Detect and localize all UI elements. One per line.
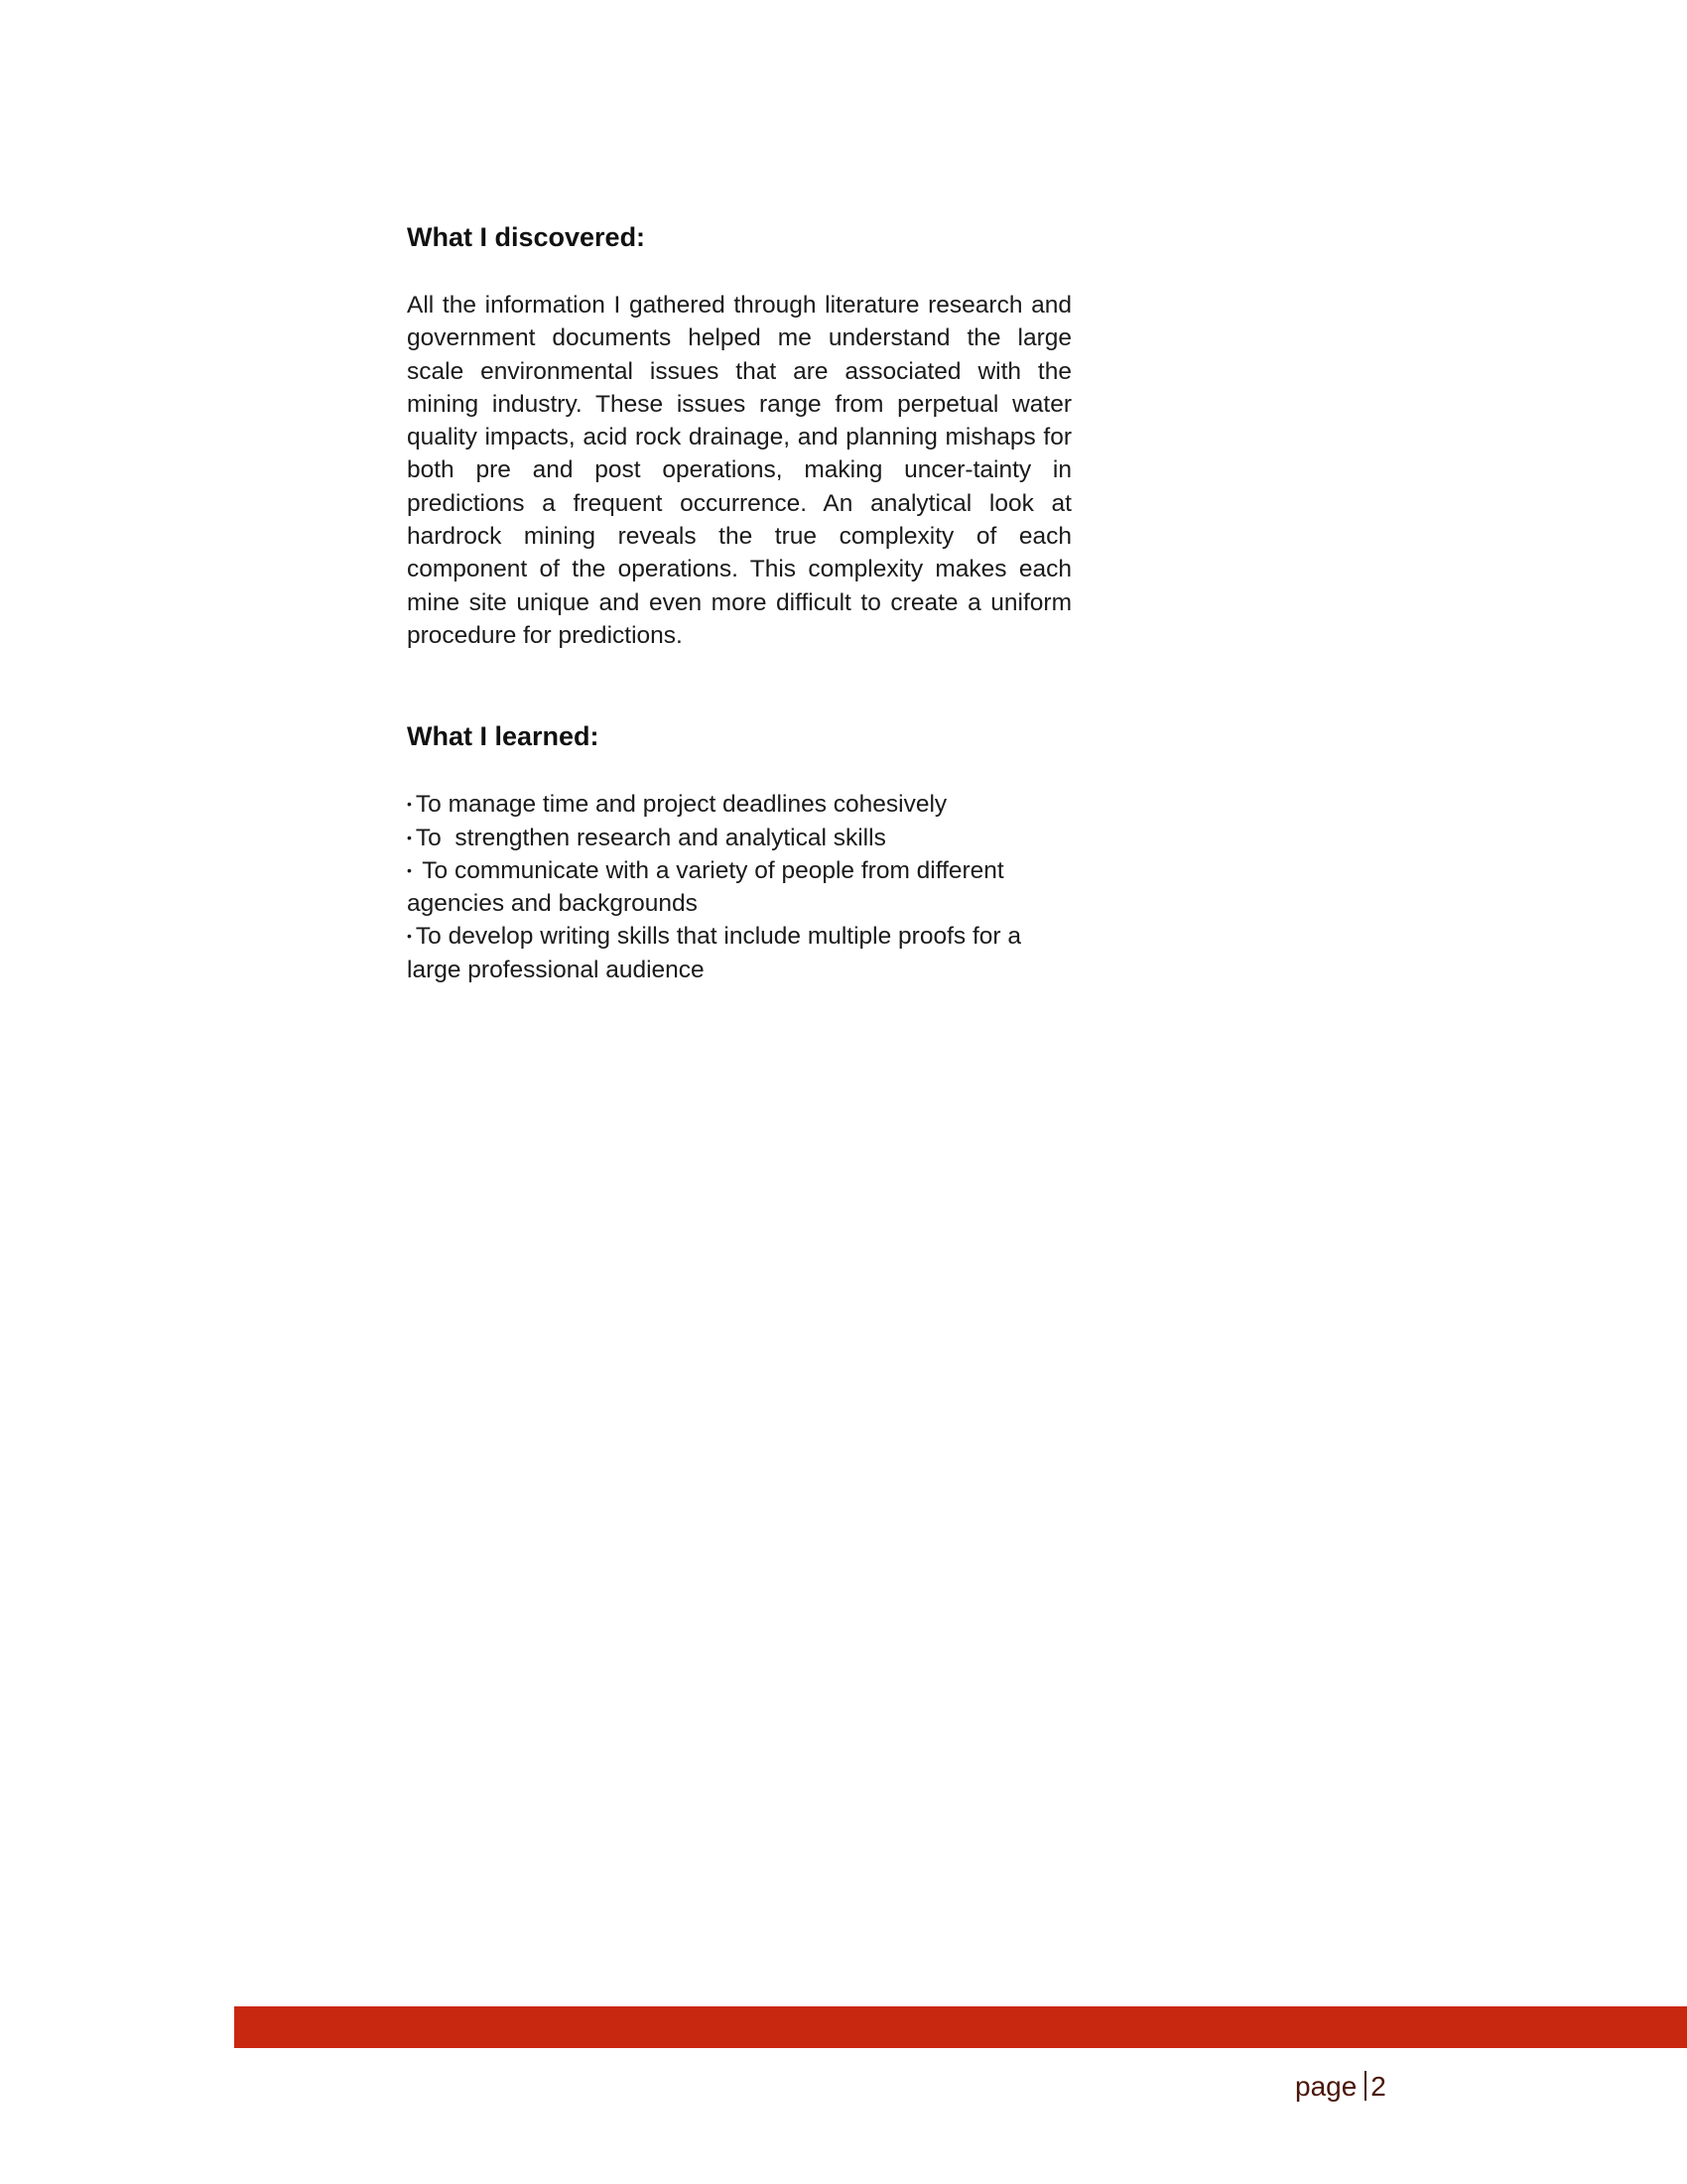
bullet-icon: • — [407, 928, 412, 945]
bullet-icon: • — [407, 861, 412, 878]
page-number-value: 2 — [1370, 2071, 1386, 2102]
list-item — [407, 788, 1072, 821]
learned-heading: What I learned: — [407, 721, 599, 752]
list-item-text: To develop writing skills that include multiple proofs for a large professional audience — [407, 923, 1028, 983]
list-item-text: To manage time and project deadlines cohesively — [415, 791, 948, 819]
page-content — [407, 220, 1072, 986]
section-spacer — [407, 652, 1072, 719]
page-label: page — [1295, 2071, 1358, 2102]
list-item — [407, 854, 1072, 921]
discovered-paragraph: All the information I gathered through literature research and government documents helped me understand the large scale environmental issues that are associated with the mining industry. These issues range from perpetual water quality impacts, acid rock drainage, and planning mishaps for both pre and post operations, making uncer-tainty in predictions a frequent occurrence. An analytical look at hardrock mining reveals the true complexity of each component of the operations. This complexity makes each mine site unique and even more difficult to create a uniform procedure for predictions. — [407, 292, 1072, 649]
learned-list — [407, 788, 1072, 986]
discovered-heading: What I discovered: — [407, 222, 646, 252]
page-number — [1295, 2070, 1386, 2104]
list-item-text: To strengthen research and analytical skills — [415, 824, 886, 851]
page-separator — [1364, 2071, 1366, 2101]
footer-accent-bar — [234, 2006, 1687, 2048]
list-item — [407, 920, 1072, 986]
list-item — [407, 822, 1072, 854]
bullet-icon: • — [407, 796, 412, 813]
list-item-text: To communicate with a variety of people from different agencies and backgrounds — [407, 856, 1011, 918]
bullet-icon: • — [407, 829, 412, 845]
